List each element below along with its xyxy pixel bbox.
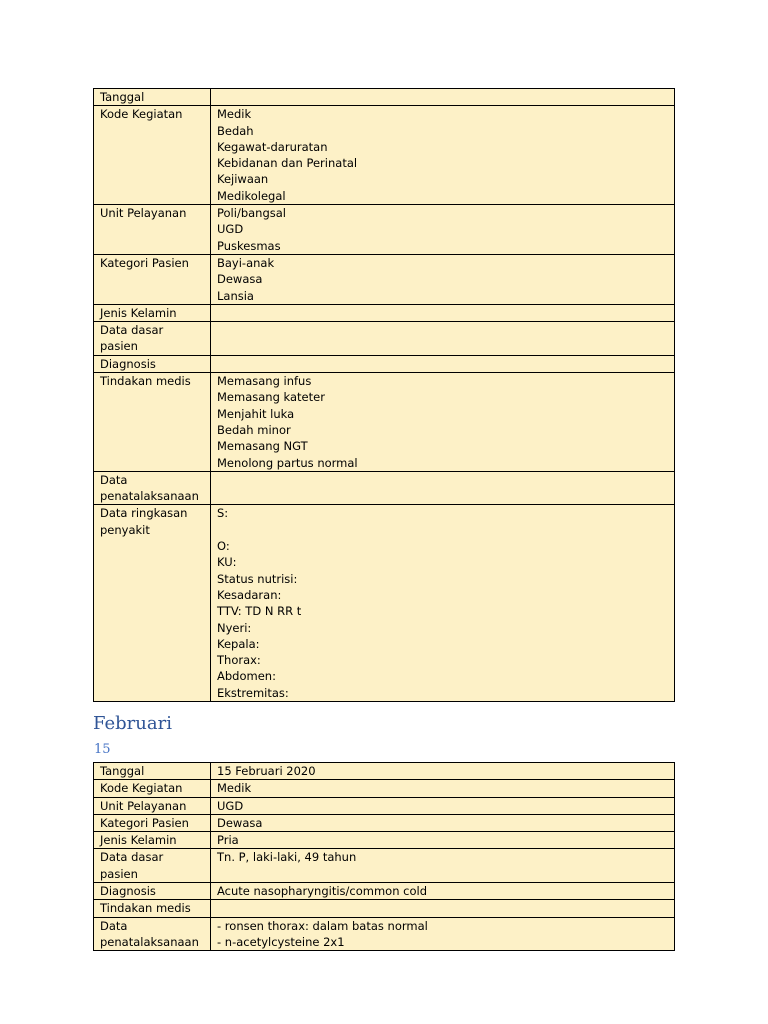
value-line: Poli/bangsal	[217, 206, 286, 221]
row-label: Tindakan medis	[94, 900, 211, 917]
table-row-data-penatalaksanaan	[94, 471, 675, 505]
value-line: KU:	[217, 555, 237, 570]
row-value	[211, 797, 675, 814]
row-value	[211, 304, 675, 321]
value-line: Nyeri:	[217, 620, 252, 635]
value-line: Medik	[217, 107, 252, 122]
value-line: Status nutrisi:	[217, 571, 298, 586]
row-value	[211, 849, 675, 883]
value-line: Bedah	[217, 123, 254, 138]
value-line	[217, 322, 668, 338]
row-value	[211, 254, 675, 304]
value-line: Acute nasopharyngitis/common cold	[217, 884, 427, 899]
value-line: S:	[217, 506, 229, 521]
table-row-diagnosis	[94, 355, 675, 372]
row-label: Data dasar pasien	[94, 322, 211, 356]
table-row-tindakan-medis	[94, 900, 675, 917]
value-line: Kejiwaan	[217, 172, 269, 187]
value-line	[217, 900, 668, 916]
row-label: Kode Kegiatan	[94, 780, 211, 797]
value-line: Medik	[217, 781, 252, 796]
row-value	[211, 322, 675, 356]
row-label: Tindakan medis	[94, 373, 211, 472]
row-label: Unit Pelayanan	[94, 205, 211, 255]
row-value	[211, 205, 675, 255]
row-value	[211, 763, 675, 780]
value-line: UGD	[217, 222, 244, 237]
row-value	[211, 814, 675, 831]
row-label: Data penatalaksanaan	[94, 917, 211, 951]
table-row-kategori-pasien	[94, 814, 675, 831]
row-value	[211, 900, 675, 917]
row-label: Tanggal	[94, 763, 211, 780]
row-value	[211, 373, 675, 472]
value-line: TTV: TD N RR t	[217, 604, 302, 619]
row-label: Data ringkasan penyakit	[94, 505, 211, 702]
table-row-kategori-pasien	[94, 254, 675, 304]
value-line	[217, 305, 668, 321]
row-value	[211, 917, 675, 951]
table-row-data-penatalaksanaan	[94, 917, 675, 951]
table-row-kode-kegiatan	[94, 106, 675, 205]
value-line: Tn. P, laki-laki, 49 tahun	[217, 850, 357, 865]
value-line: Menjahit luka	[217, 406, 295, 421]
row-label: Jenis Kelamin	[94, 832, 211, 849]
value-line: Kepala:	[217, 636, 260, 651]
row-label: Tanggal	[94, 89, 211, 106]
value-line: Medikolegal	[217, 188, 286, 203]
value-line: Bayi-anak	[217, 255, 275, 270]
row-label: Jenis Kelamin	[94, 304, 211, 321]
value-line: UGD	[217, 798, 244, 813]
row-label: Diagnosis	[94, 355, 211, 372]
value-line: Ekstremitas:	[217, 685, 289, 700]
value-line: O:	[217, 539, 230, 554]
table-row-unit-pelayanan	[94, 205, 675, 255]
table-row-tindakan-medis	[94, 373, 675, 472]
value-line: Memasang kateter	[217, 390, 325, 405]
value-line: Bedah minor	[217, 422, 291, 437]
row-value	[211, 471, 675, 505]
row-value	[211, 780, 675, 797]
table-row-unit-pelayanan	[94, 797, 675, 814]
month-heading: Februari	[93, 713, 172, 734]
logbook-table-template	[93, 88, 675, 702]
value-line: Pria	[217, 833, 239, 848]
value-line	[217, 89, 668, 105]
table-row-diagnosis	[94, 883, 675, 900]
value-line: Dewasa	[217, 815, 263, 830]
value-line: Kegawat-daruratan	[217, 139, 328, 154]
value-line	[217, 522, 668, 538]
row-value	[211, 505, 675, 702]
row-value	[211, 832, 675, 849]
table-body	[94, 763, 675, 951]
table-row-data-ringkasan-penyakit	[94, 505, 675, 702]
value-line: Abdomen:	[217, 669, 276, 684]
value-line	[217, 472, 668, 488]
value-line: - n-acetylcysteine 2x1	[217, 934, 345, 949]
table-row-data-dasar-pasien	[94, 322, 675, 356]
row-label: Kategori Pasien	[94, 814, 211, 831]
value-line: Kesadaran:	[217, 587, 282, 602]
value-line: Memasang NGT	[217, 439, 308, 454]
row-value	[211, 89, 675, 106]
value-line: Lansia	[217, 288, 254, 303]
row-label: Kategori Pasien	[94, 254, 211, 304]
row-label: Kode Kegiatan	[94, 106, 211, 205]
table-body	[94, 89, 675, 702]
row-label: Unit Pelayanan	[94, 797, 211, 814]
day-subheading: 15	[94, 742, 111, 757]
row-label: Data dasar pasien	[94, 849, 211, 883]
table-row-tanggal	[94, 763, 675, 780]
row-label: Diagnosis	[94, 883, 211, 900]
value-line	[217, 356, 668, 372]
table-row-data-dasar-pasien	[94, 849, 675, 883]
row-value	[211, 883, 675, 900]
table-row-jenis-kelamin	[94, 304, 675, 321]
value-line: Kebidanan dan Perinatal	[217, 156, 358, 171]
value-line: Memasang infus	[217, 374, 312, 389]
value-line: Dewasa	[217, 272, 263, 287]
table-row-tanggal	[94, 89, 675, 106]
table-row-kode-kegiatan	[94, 780, 675, 797]
value-line: Menolong partus normal	[217, 455, 358, 470]
value-line: 15 Februari 2020	[217, 764, 316, 778]
value-line: Puskesmas	[217, 238, 281, 253]
value-line: Thorax:	[217, 653, 261, 668]
value-line: - ronsen thorax: dalam batas normal	[217, 918, 428, 933]
row-value	[211, 106, 675, 205]
logbook-table-entry	[93, 762, 675, 951]
table-row-jenis-kelamin	[94, 832, 675, 849]
row-label: Data penatalaksanaan	[94, 471, 211, 505]
row-value	[211, 355, 675, 372]
